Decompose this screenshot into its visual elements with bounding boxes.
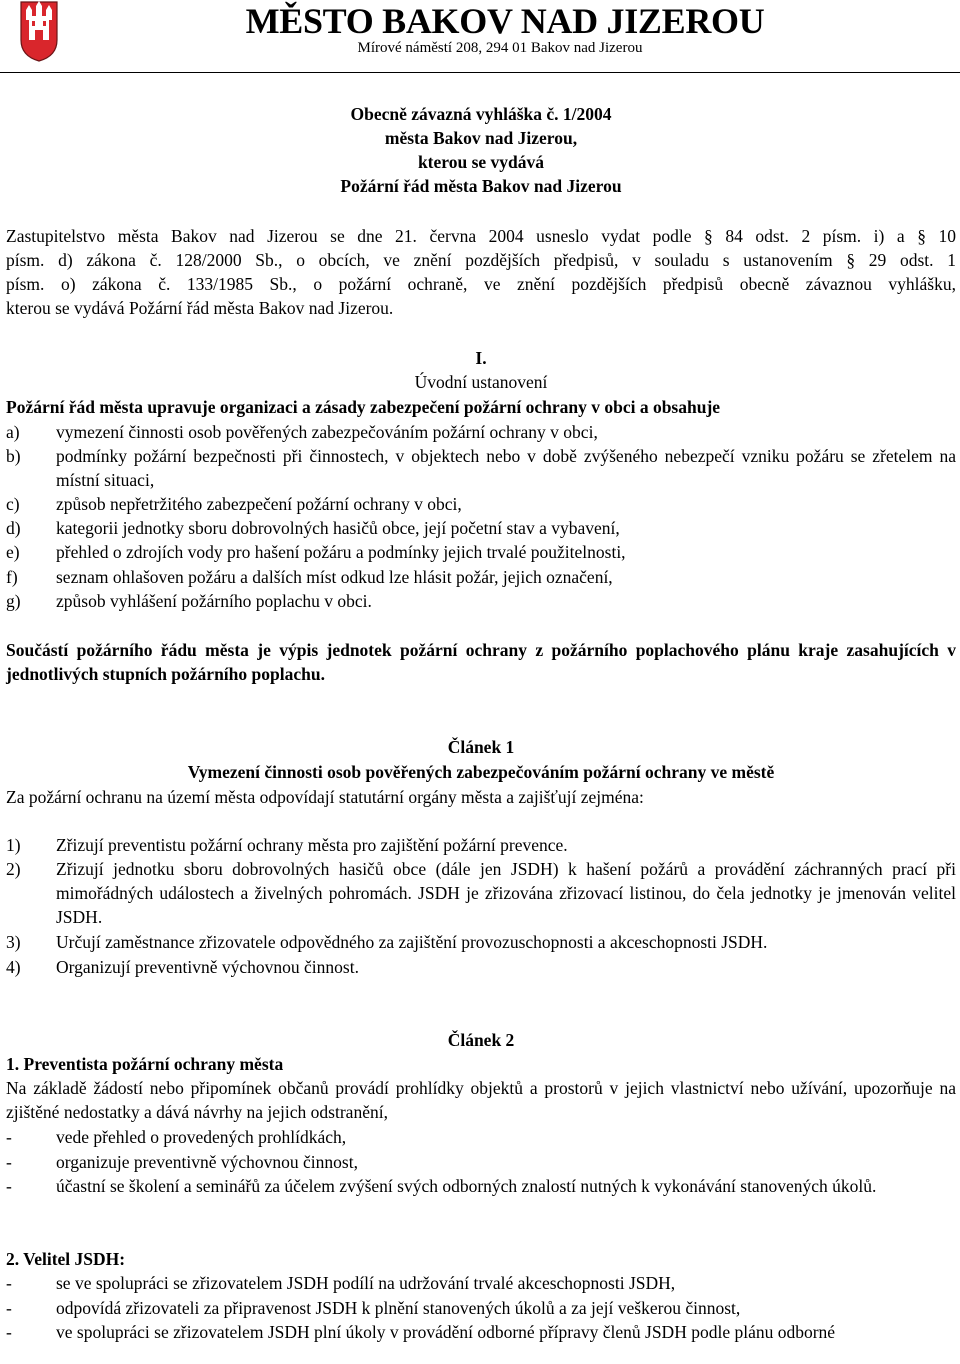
list-item-label: - — [6, 1127, 12, 1147]
list-item — [6, 857, 956, 929]
decree-title — [6, 102, 956, 198]
list-item-text: podmínky požární bezpečnosti při činnostech, v objektech nebo v době zvýšeného nebezpečí vzniku požáru se zřetelem na místní situaci, — [56, 446, 956, 490]
list-item — [6, 1125, 956, 1149]
list-item-label: 2) — [6, 859, 21, 879]
list-item-text: vymezení činnosti osob pověřených zabezpečováním požární ochrany v obci, — [56, 422, 598, 442]
preamble-line: kterou se vydává Požární řád města Bakov nad Jizerou. — [6, 298, 394, 318]
part-one-intro: Požární řád města upravuje organizaci a zásady zabezpečení požární ochrany v obci a obsahuje — [6, 397, 721, 417]
preamble-line: Zastupitelstvo města Bakov nad Jizerou se dne 21. června 2004 usneslo vydat podle § 84 odst. 2 písm. i) a § 10 — [6, 226, 956, 246]
list-item-label: 4) — [6, 957, 21, 977]
list-item-text: způsob vyhlášení požárního poplachu v obci. — [56, 591, 372, 611]
list-item-label: a) — [6, 422, 20, 442]
preamble — [6, 224, 956, 320]
list-item-label: d) — [6, 518, 21, 538]
list-item — [6, 1271, 956, 1295]
header-divider — [0, 72, 960, 73]
section-one-intro: Na základě žádostí nebo připomínek občanů provádí prohlídky objektů a prostorů v jejich vlastnictví nebo užívání, upozorňuje na zjištěné nedostatky a dává návrhy na jejich odstranění, — [6, 1078, 956, 1122]
list-item-text: účastní se školení a seminářů za účelem zvýšení svých odborných znalostí nutných k vykonávání stanovených úkolů. — [56, 1176, 877, 1196]
list-item — [6, 589, 956, 613]
list-item-text: Zřizují preventistu požární ochrany města pro zajištění požární prevence. — [56, 835, 568, 855]
list-item-text: vede přehled o provedených prohlídkách, — [56, 1127, 347, 1147]
list-item-text: přehled o zdrojích vody pro hašení požáru a podmínky jejich trvalé použitelnosti, — [56, 542, 626, 562]
list-item-label: f) — [6, 567, 18, 587]
list-item — [6, 565, 956, 589]
list-item-label: - — [6, 1152, 12, 1172]
list-item-text: Zřizují jednotku sboru dobrovolných hasičů obce (dále jen JSDH) k hašení požárů a provádění záchranných prací při mimořádných událostech a živelných pohromách. JSDH je zřizována zřizovací listinou, do čela jednotky je jmenován velitel JSDH. — [56, 859, 956, 927]
article-one-title: Vymezení činnosti osob pověřených zabezpečováním požární ochrany ve městě — [187, 762, 775, 782]
section-two-title: 2. Velitel JSDH: — [6, 1249, 126, 1269]
list-item-text: Organizují preventivně výchovnou činnost. — [56, 957, 359, 977]
list-item-text: ve spolupráci se zřizovatelem JSDH plní úkoly v provádění odborné přípravy členů JSDH podle plánu odborné — [56, 1322, 836, 1342]
list-item-label: c) — [6, 494, 20, 514]
city-name-heading: MĚSTO BAKOV NAD JIZEROU — [245, 1, 765, 41]
list-item — [6, 1150, 956, 1174]
list-item-label: - — [6, 1322, 12, 1342]
list-item-text: seznam ohlašoven požáru a dalších míst odkud lze hlásit požár, jejich označení, — [56, 567, 613, 587]
list-item — [6, 833, 956, 857]
decree-title-line: města Bakov nad Jizerou, — [384, 128, 578, 148]
article-two-heading: Článek 2 — [447, 1030, 515, 1050]
list-item-label: 1) — [6, 835, 21, 855]
preamble-line: písm. o) zákona č. 133/1985 Sb., o požární ochraně, ve znění pozdějších předpisů obecně závaznou vyhlášku, — [6, 274, 956, 294]
list-item — [6, 444, 956, 492]
list-item — [6, 540, 956, 564]
part-one-number: I. — [475, 348, 487, 368]
list-item — [6, 955, 956, 979]
list-item-text: kategorii jednotky sboru dobrovolných hasičů obce, její početní stav a vybavení, — [56, 518, 620, 538]
list-item — [6, 930, 956, 954]
list-item — [6, 1320, 956, 1344]
list-item-label: 3) — [6, 932, 21, 952]
city-address: Mírové náměstí 208, 294 01 Bakov nad Jizerou — [357, 40, 643, 56]
list-item — [6, 492, 956, 516]
list-item-text: organizuje preventivně výchovnou činnost, — [56, 1152, 358, 1172]
list-item-label: - — [6, 1273, 12, 1293]
list-item — [6, 420, 956, 444]
list-item-label: g) — [6, 591, 21, 611]
article-one-heading: Článek 1 — [447, 737, 515, 757]
list-item-label: - — [6, 1298, 12, 1318]
decree-title-line: Obecně závazná vyhláška č. 1/2004 — [350, 104, 612, 124]
list-item-text: odpovídá zřizovateli za připravenost JSDH k plnění stanovených úkolů a za její veškerou činnost, — [56, 1298, 741, 1318]
list-item — [6, 516, 956, 540]
list-item-text: způsob nepřetržitého zabezpečení požární ochrany v obci, — [56, 494, 462, 514]
decree-title-line: kterou se vydává — [417, 152, 545, 172]
list-item — [6, 1174, 956, 1198]
list-item — [6, 1296, 956, 1320]
list-item-label: b) — [6, 446, 21, 466]
list-item-label: e) — [6, 542, 20, 562]
part-one-title: Úvodní ustanovení — [414, 372, 548, 392]
section-one-title: 1. Preventista požární ochrany města — [6, 1054, 284, 1074]
preamble-line: písm. d) zákona č. 128/2000 Sb., o obcích, ve znění pozdějších předpisů, v souladu s ustanovením § 29 odst. 1 — [6, 250, 956, 270]
list-item-label: - — [6, 1176, 12, 1196]
list-item-text: se ve spolupráci se zřizovatelem JSDH podílí na udržování trvalé akceschopnosti JSDH, — [56, 1273, 676, 1293]
list-item-text: Určují zaměstnance zřizovatele odpovědného za zajištění provozuschopnosti a akceschopnosti JSDH. — [56, 932, 768, 952]
part-one-note: Součástí požárního řádu města je výpis jednotek požární ochrany z požárního poplachového plánu kraje zasahujících v jednotlivých stupních požárního poplachu. — [6, 640, 956, 684]
decree-title-line: Požární řád města Bakov nad Jizerou — [340, 176, 622, 196]
article-one-intro: Za požární ochranu na území města odpovídají statutární orgány města a zajišťují zejména: — [6, 787, 644, 807]
